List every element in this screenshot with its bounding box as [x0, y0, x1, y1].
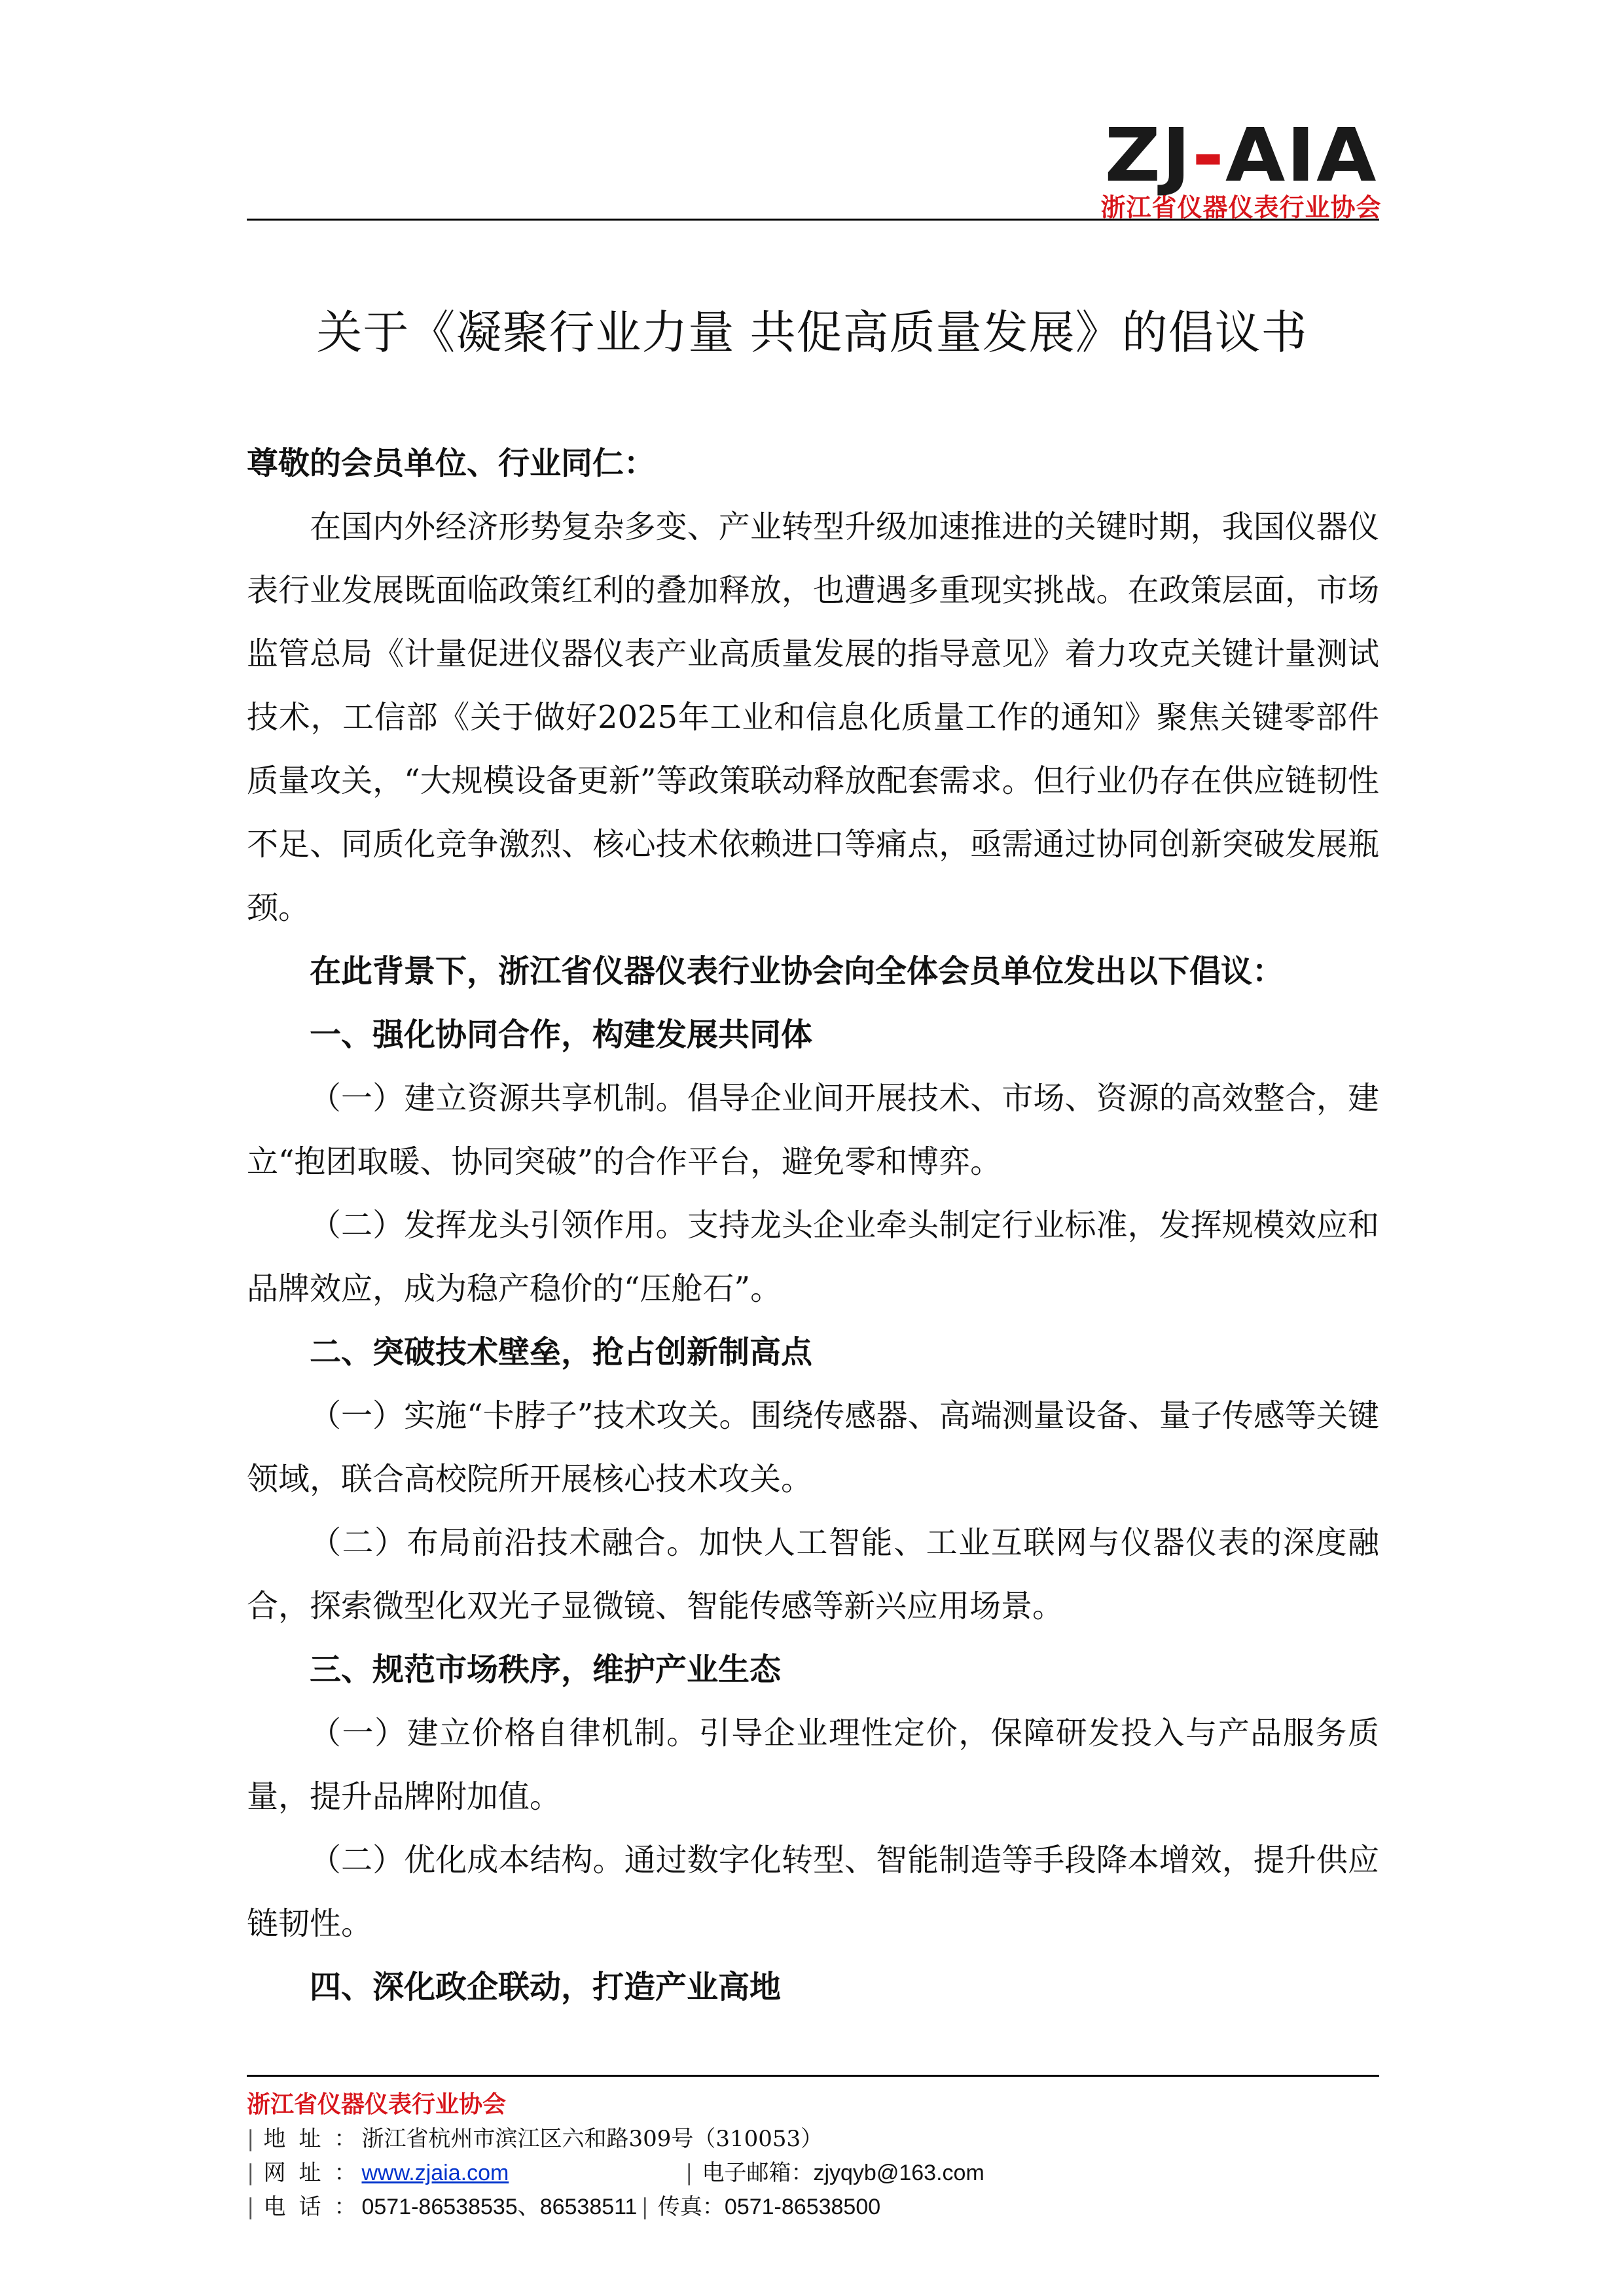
association-logo — [1100, 112, 1382, 224]
footer-divider — [247, 2075, 1379, 2077]
footer-address-row: | 地址：浙江省杭州市滨江区六和路309号（310053） — [247, 2122, 1379, 2156]
footer-web-row: | 网址：www.zjaia.com | 电子邮箱：zjyqyb@163.com — [247, 2156, 1379, 2190]
email-label: 电子邮箱： — [702, 2160, 814, 2186]
salutation: 尊敬的会员单位、行业同仁： — [247, 445, 656, 482]
address-label: 地址： — [263, 2126, 370, 2152]
fax-value: 0571-86538500 — [724, 2195, 881, 2219]
fax-label: 传真： — [657, 2194, 725, 2220]
section-1-item-1: （一）建立资源共享机制。倡导企业间开展技术、市场、资源的高效整合，建立“抱团取暖、协同突破”的合作平台，避免零和博弈。 — [247, 1080, 1379, 1180]
proposal-lead: 在此背景下，浙江省仪器仪表行业协会向全体会员单位发出以下倡议： — [310, 953, 1284, 990]
section-3-item-2: （二）优化成本结构。通过数字化转型、智能制造等手段降本增效，提升供应链韧性。 — [247, 1842, 1379, 1942]
document-title: 关于《凝聚行业力量 共促高质量发展》的倡议书 — [316, 306, 1308, 359]
web-label: 网址： — [263, 2160, 370, 2186]
intro-paragraph: 在国内外经济形势复杂多变、产业转型升级加速推进的关键时期，我国仪器仪表行业发展既面临政策红利的叠加释放，也遭遇多重现实挑战。在政策层面，市场监管总局《计量促进仪器仪表产业高质量发展的指导意见》着力攻克关键计量测试技术，工信部《关于做好2025年工业和信息化质量工作的通知》聚焦关键零部件质量攻关，“大规模设备更新”等政策联动释放配套需求。但行业仍存在供应链韧性不足、同质化竞争激烈、核心技术依赖进口等痛点，亟需通过协同创新突破发展瓶颈。 — [247, 509, 1379, 926]
logo-subtitle: 浙江省仪器仪表行业协会 — [1100, 193, 1382, 222]
section-1-item-2: （二）发挥龙头引领作用。支持龙头企业牵头制定行业标准，发挥规模效应和品牌效应，成为稳产稳价的“压舱石”。 — [247, 1207, 1379, 1307]
section-3-item-1: （一）建立价格自律机制。引导企业理性定价，保障研发投入与产品服务质量，提升品牌附加值。 — [247, 1715, 1379, 1815]
section-heading-2: 二、突破技术壁垒，抢占创新制高点 — [310, 1334, 813, 1371]
address-value: 浙江省杭州市滨江区六和路309号（310053） — [361, 2126, 823, 2152]
section-2-item-2: （二）布局前沿技术融合。加快人工智能、工业互联网与仪器仪表的深度融合，探索微型化双光子显微镜、智能传感等新兴应用场景。 — [247, 1524, 1379, 1624]
phone-label: 电话： — [263, 2194, 370, 2220]
header-divider — [247, 219, 1379, 221]
footer-phone-row: | 电话：0571-86538535、86538511 | 传真：0571-86538500 — [247, 2190, 1379, 2224]
email-value[interactable]: zjyqyb@163.com — [813, 2161, 984, 2185]
document-body — [247, 432, 1379, 2019]
letterhead-footer — [247, 2088, 1379, 2224]
website-link[interactable]: www.zjaia.com — [361, 2161, 509, 2185]
section-heading-4: 四、深化政企联动，打造产业高地 — [310, 1969, 782, 2005]
phone-value: 0571-86538535、86538511 — [361, 2195, 638, 2219]
footer-org-name: 浙江省仪器仪表行业协会 — [247, 2091, 507, 2118]
section-2-item-1: （一）实施“卡脖子”技术攻关。围绕传感器、高端测量设备、量子传感等关键领域，联合高校院所开展核心技术攻关。 — [247, 1397, 1379, 1498]
section-heading-1: 一、强化协同合作，构建发展共同体 — [310, 1016, 813, 1053]
logo-mark: ZJ-AIA — [1104, 112, 1378, 198]
section-heading-3: 三、规范市场秩序，维护产业生态 — [310, 1651, 782, 1688]
